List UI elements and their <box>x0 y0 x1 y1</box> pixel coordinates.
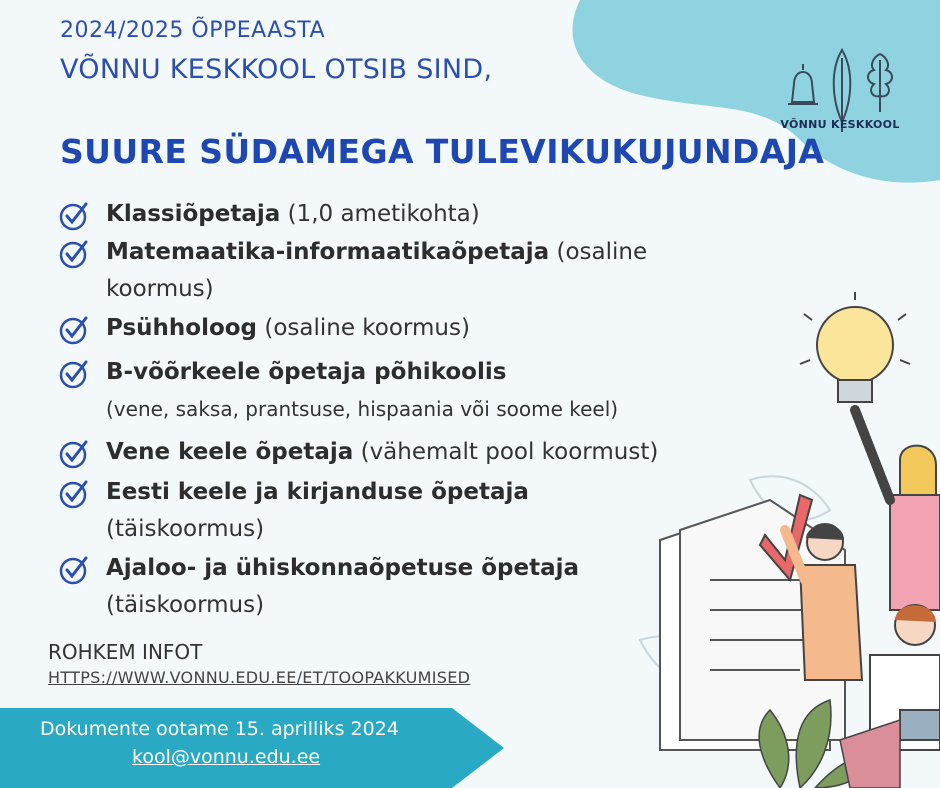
jobs-url-link[interactable]: HTTPS://WWW.VONNU.EDU.EE/ET/TOOPAKKUMISED <box>48 668 471 687</box>
check-icon <box>58 314 90 346</box>
logo-name: VÕNNU KESKKOOL <box>780 118 900 131</box>
position-detail: (1,0 ametikohta) <box>287 201 480 227</box>
deadline-text: Dokumente ootame 15. aprilliks 2024 <box>40 718 399 740</box>
check-icon <box>58 358 90 390</box>
position-detail: (vene, saksa, prantsuse, hispaania või soome keel) <box>106 397 619 421</box>
check-icon <box>58 478 90 510</box>
position-title: B-võõrkeele õpetaja põhikoolis <box>106 359 507 385</box>
check-icon <box>58 554 90 586</box>
more-info-label: ROHKEM INFOT <box>48 640 203 664</box>
check-icon <box>58 438 90 470</box>
position-title: Psühholoog <box>106 315 258 341</box>
position-title: Matemaatika-informaatikaõpetaja <box>106 239 550 265</box>
position-title: Ajaloo- ja ühiskonnaõpetuse õpetaja <box>106 555 580 581</box>
email-link[interactable]: kool@vonnu.edu.ee <box>132 746 321 768</box>
position-title: Vene keele õpetaja <box>106 439 354 465</box>
team-illustration <box>600 280 940 788</box>
lightbulb-icon <box>800 292 910 402</box>
position-detail: (täiskoormus) <box>106 516 265 542</box>
bell-icon <box>788 64 818 104</box>
oak-leaf-icon <box>868 54 892 112</box>
page-title: SUURE SÜDAMEGA TULEVIKUKUJUNDAJA <box>60 132 825 171</box>
position-detail: (osaline koormus) <box>264 315 470 341</box>
person-woman <box>855 410 940 610</box>
check-icon <box>58 238 90 270</box>
school-year: 2024/2025 ÕPPEAASTA <box>60 18 326 43</box>
check-icon <box>58 200 90 232</box>
position-detail: (osaline koormus) <box>106 239 648 302</box>
position-title: Klassiõpetaja <box>106 201 281 227</box>
position-detail: (vähemalt pool koormust) <box>360 439 659 465</box>
position-title: Eesti keele ja kirjanduse õpetaja <box>106 479 529 505</box>
seeking-heading: VÕNNU KESKKOOL OTSIB SIND, <box>60 54 493 85</box>
position-detail: (täiskoormus) <box>106 592 265 618</box>
